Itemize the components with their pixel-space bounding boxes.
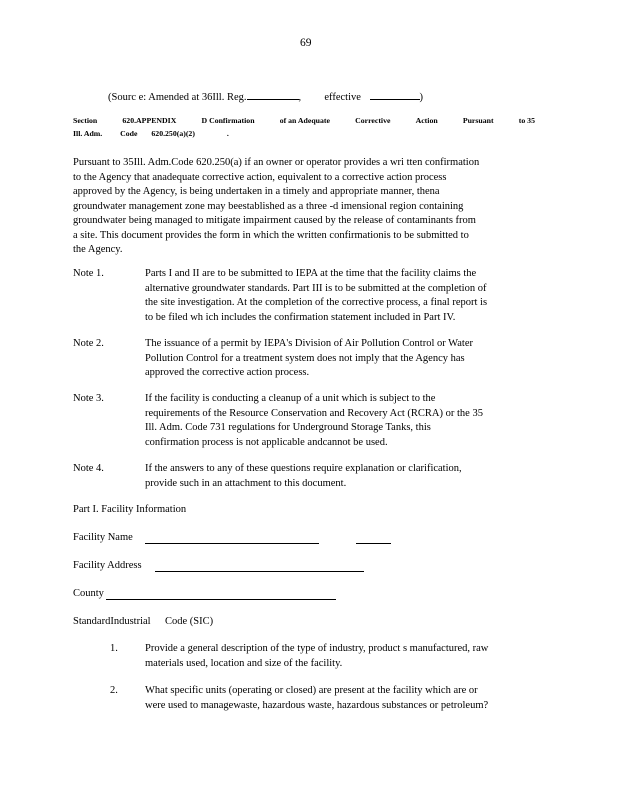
note-3-label: Note 3. [73, 393, 104, 404]
intro-line: groundwater being managed to mitigate impairment caused by the release of contaminants from [73, 215, 476, 226]
heading-word: D Confirmation [201, 116, 255, 125]
sic-label-left: StandardIndustrial [73, 616, 151, 627]
intro-line: Pursuant to 35Ill. Adm.Code 620.250(a) if an owner or operator provides a wri tten confirmation [73, 157, 480, 168]
facility-name-label: Facility Name [73, 532, 133, 543]
county-field[interactable] [106, 599, 336, 600]
note-4-body [145, 462, 542, 491]
intro-line: groundwater management zone may beestablished as a three -d imensional region containing [73, 200, 464, 212]
heading-word: 620.250(a)(2) [151, 129, 195, 138]
note-line: The issuance of a permit by IEPA's Division of Air Pollution Control or Water [145, 338, 473, 349]
note-line: approved the corrective action process. [145, 367, 310, 378]
intro-line: the Agency. [73, 244, 123, 255]
question-line: What specific units (operating or closed) are present at the facility which are or [145, 685, 478, 696]
note-line: If the answers to any of these questions require explanation or clarification, [145, 463, 462, 474]
source-effective: effective [324, 92, 361, 103]
facility-name-extra-field[interactable] [356, 543, 391, 544]
county-label: County [73, 588, 104, 599]
note-4-label: Note 4. [73, 463, 104, 474]
section-heading-line2 [73, 128, 229, 140]
intro-line: approved by the Agency, is being undertaken in a timely and appropriate manner, thena [73, 186, 440, 197]
source-close: ) [419, 92, 424, 103]
heading-word: of an Adequate [279, 116, 330, 125]
heading-word: . [226, 129, 229, 138]
source-prefix: (Sourc e: Amended at 36Ill. Reg. [108, 92, 247, 103]
source-line [108, 88, 423, 106]
facility-address-label: Facility Address [73, 560, 142, 571]
note-line: provide such in an attachment to this document. [145, 477, 347, 489]
note-line: to be filed wh ich includes the confirmation statement included in Part IV. [145, 311, 456, 323]
heading-word: 620.APPENDIX [122, 116, 177, 125]
heading-word: to 35 [518, 116, 535, 125]
note-line: requirements of the Resource Conservation and Recovery Act (RCRA) or the 35 [145, 407, 483, 419]
page-number: 69 [300, 37, 312, 49]
heading-word: Action [415, 116, 438, 125]
facility-name-field[interactable] [145, 543, 319, 544]
heading-word: Ill. Adm. [73, 129, 103, 138]
note-line: Ill. Adm. Code 731 regulations for Underground Storage Tanks, this [145, 422, 431, 433]
note-line: confirmation process is not applicable andcannot be used. [145, 436, 388, 448]
question-1-body [145, 642, 540, 671]
part1-title: Part I. Facility Information [73, 504, 187, 515]
intro-line: a site. This document provides the form in which the written confirmationis to be submitted to [73, 229, 469, 241]
note-2-label: Note 2. [73, 338, 104, 349]
note-line: If the facility is conducting a cleanup of a unit which is subject to the [145, 393, 436, 404]
note-line: Pollution Control for a treatment system does not imply that the Agency has [145, 352, 465, 364]
source-sep: , [298, 92, 302, 103]
section-heading-line1 [73, 115, 535, 127]
question-2-body [145, 684, 540, 713]
heading-word: Code [120, 129, 138, 138]
intro-line: to the Agency that anadequate corrective action, equivalent to a corrective action process [73, 171, 447, 183]
facility-address-field[interactable] [155, 571, 364, 572]
question-1-number: 1. [110, 643, 118, 654]
heading-word: Section [73, 116, 98, 125]
question-line: were used to managewaste, hazardous waste, hazardous substances or petroleum? [145, 699, 489, 711]
heading-word: Corrective [355, 116, 391, 125]
question-line: Provide a general description of the type of industry, product s manufactured, raw [145, 643, 489, 654]
note-2-body [145, 337, 542, 381]
note-line: Parts I and II are to be submitted to IEPA at the time that the facility claims the [145, 268, 477, 279]
sic-label-right: Code (SIC) [165, 616, 214, 627]
note-3-body [145, 392, 542, 450]
intro-paragraph [73, 156, 479, 258]
note-line: the site investigation. At the completion of the corrective process, a final report is [145, 297, 488, 308]
question-2-number: 2. [110, 685, 118, 696]
question-line: materials used, location and size of the facility. [145, 657, 343, 669]
effective-blank [370, 88, 420, 100]
note-line: alternative groundwater standards. Part III is to be submitted at the completion of [145, 282, 487, 294]
note-1-label: Note 1. [73, 268, 104, 279]
reg-blank [247, 88, 299, 100]
heading-word: Pursuant [462, 116, 494, 125]
note-1-body [145, 267, 542, 325]
